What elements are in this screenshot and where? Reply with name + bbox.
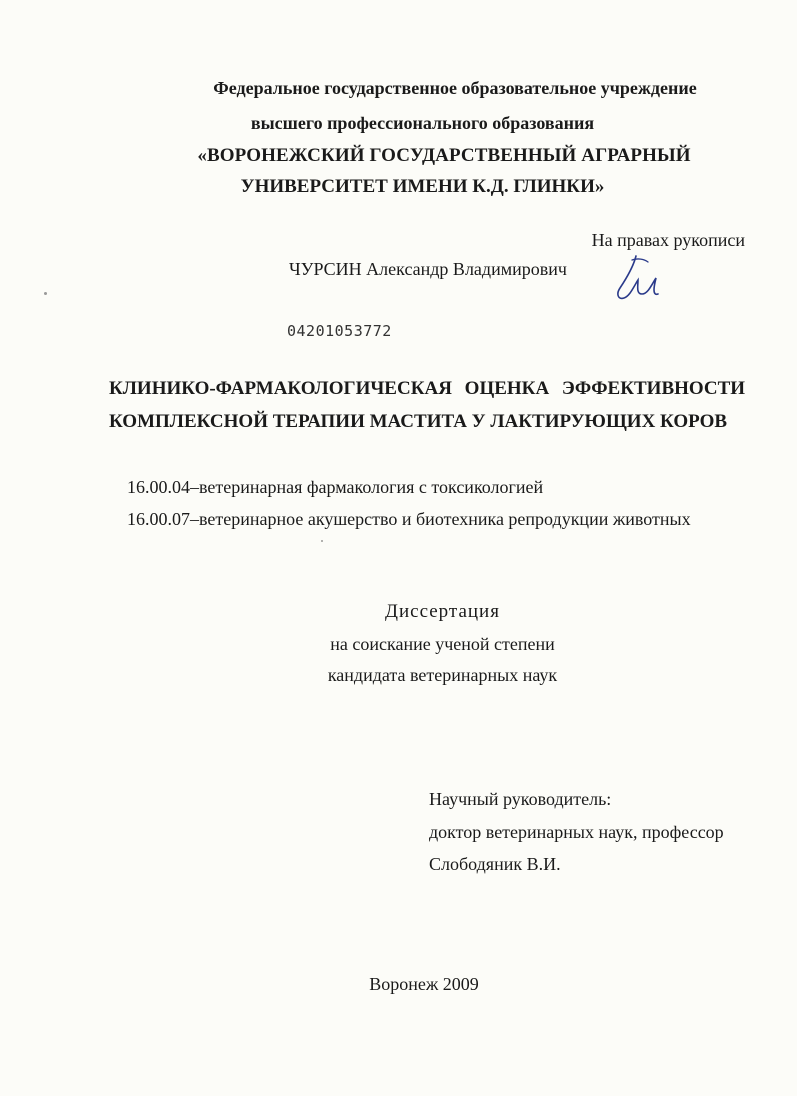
scan-speck [44,292,47,295]
degree-line-2: кандидата ветеринарных наук [327,665,558,685]
institution-line-2: высшего профессионального образования [250,113,595,133]
institution-line-3: «ВОРОНЕЖСКИЙ ГОСУДАРСТВЕННЫЙ АГРАРНЫЙ [197,145,691,166]
document-type: Диссертация [385,601,500,622]
scan-speck [321,540,323,542]
supervisor-name: Слободяник В.И. [429,854,561,874]
handwritten-signature [608,250,668,310]
degree-line-1: на соискание ученой степени [330,634,555,654]
manuscript-note: На правах рукописи [591,230,745,250]
institution-line-4: УНИВЕРСИТЕТ ИМЕНИ К.Д. ГЛИНКИ» [240,176,605,197]
thesis-title-line-2: КОМПЛЕКСНОЙ ТЕРАПИИ МАСТИТА У ЛАКТИРУЮЩИХ КОРОВ [109,411,728,432]
specialty-code-2: 16.00.07–ветеринарное акушерство и биотехника репродукции животных [127,509,691,529]
specialty-code-1: 16.00.04–ветеринарная фармакология с токсикологией [127,477,544,497]
place-and-year: Воронеж 2009 [369,974,479,994]
supervisor-label: Научный руководитель: [429,789,612,809]
supervisor-title: доктор ветеринарных наук, профессор [429,822,724,842]
registry-number: 04201053772 [287,322,392,340]
author-name: ЧУРСИН Александр Владимирович [289,259,567,279]
institution-line-1: Федеральное государственное образовательное учреждение [213,78,697,98]
thesis-title-line-1: КЛИНИКО-ФАРМАКОЛОГИЧЕСКАЯ ОЦЕНКА ЭФФЕКТИВНОСТИ [109,378,746,399]
